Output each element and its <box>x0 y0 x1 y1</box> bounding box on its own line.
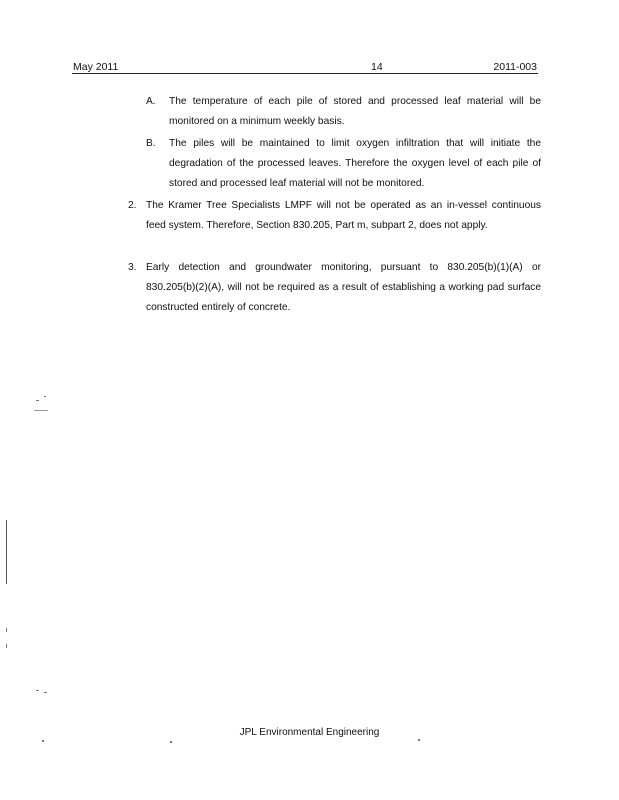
numbered-item-text: The Kramer Tree Specialists LMPF will not be operated as an in-vessel continuous feed system. Therefore, Section 830.205, Part m, subpart 2, does not apply. <box>146 200 541 231</box>
page-header <box>72 60 538 76</box>
scan-speck <box>6 520 7 584</box>
scan-speck <box>34 410 48 411</box>
header-page-number: 14 <box>371 61 383 73</box>
scan-speck <box>6 628 7 632</box>
header-doc-number: 2011-003 <box>493 61 537 73</box>
sub-item-label: B. <box>146 138 156 149</box>
scan-speck <box>6 644 7 648</box>
numbered-item-text: Early detection and groundwater monitoring, pursuant to 830.205(b)(1)(A) or 830.205(b)(2)(A), will not be required as a result of establishing a working pad surface constructed entirely of concrete. <box>146 262 541 313</box>
page-footer: JPL Environmental Engineering <box>239 727 380 738</box>
header-rule <box>72 73 538 74</box>
scan-speck <box>36 690 39 691</box>
scan-speck <box>170 741 172 743</box>
sub-item-label: A. <box>146 96 156 107</box>
scan-speck <box>42 740 44 742</box>
sub-item-text: The temperature of each pile of stored and processed leaf material will be monitored on a minimum weekly basis. <box>169 96 541 127</box>
numbered-item-label: 2. <box>128 200 137 211</box>
scan-speck <box>44 692 47 693</box>
numbered-item-label: 3. <box>128 262 137 273</box>
scan-speck <box>418 739 420 741</box>
header-date: May 2011 <box>73 61 119 73</box>
sub-item-text: The piles will be maintained to limit oxygen infiltration that will initiate the degradation of the processed leaves. Therefore the oxygen level of each pile of stored and processed leaf material will not be monitored. <box>169 138 541 189</box>
scan-speck <box>44 396 46 397</box>
scan-speck <box>36 400 39 401</box>
